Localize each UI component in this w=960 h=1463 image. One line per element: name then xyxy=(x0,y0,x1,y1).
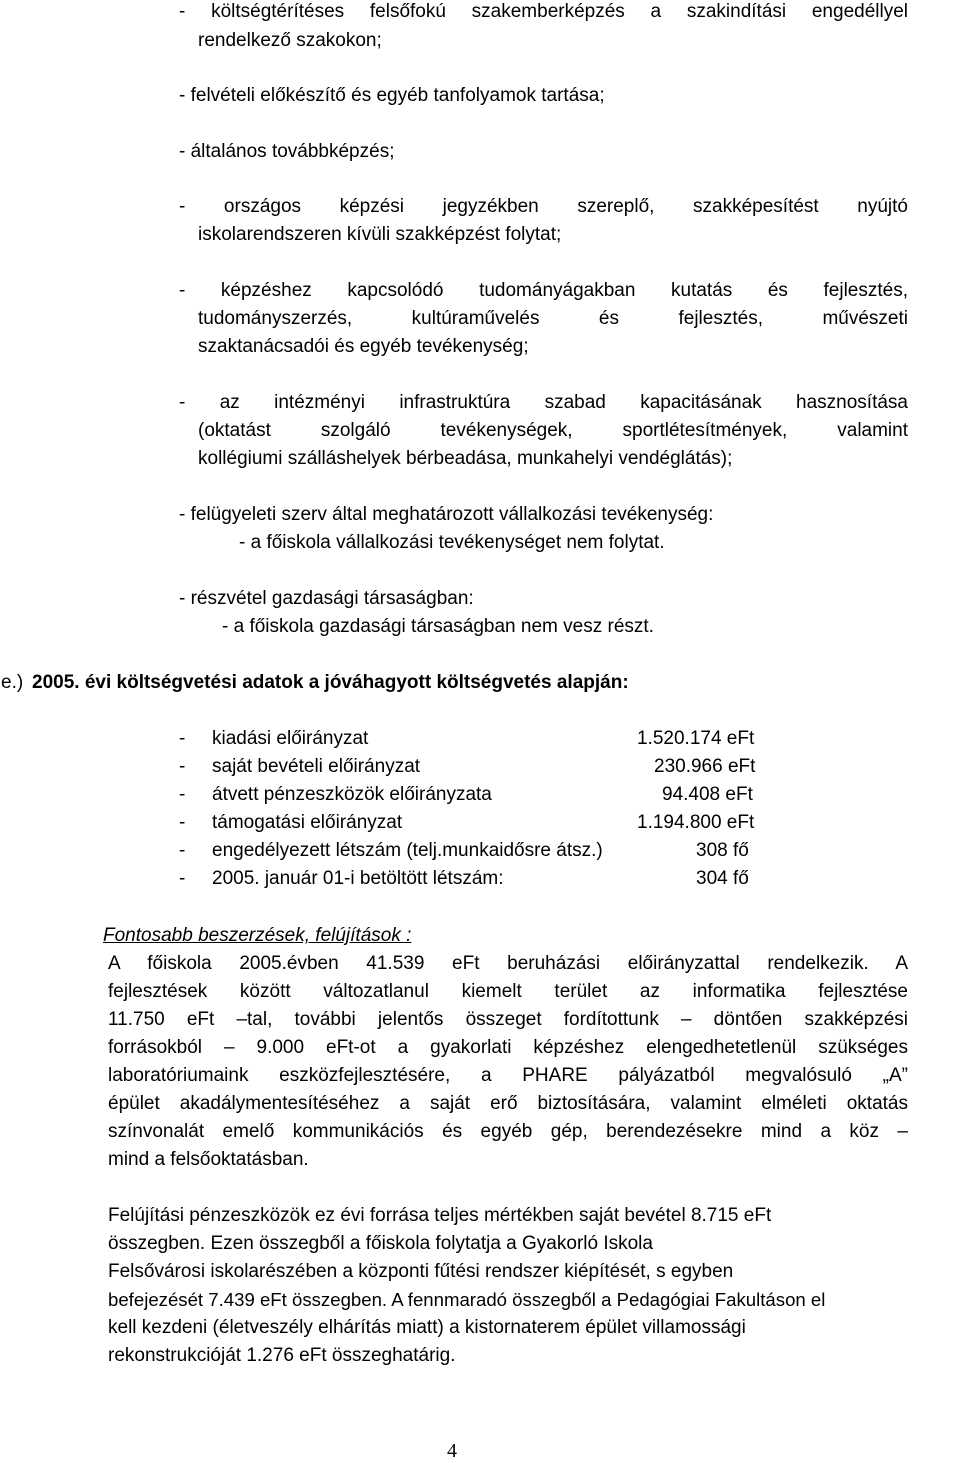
renovation-line: összegben. Ezen összegből a főiskola folytatja a Gyakorló Iskola xyxy=(108,1233,653,1254)
list-item-continuation: kollégiumi szálláshelyek bérbeadása, munkahelyi vendéglátás); xyxy=(198,448,733,469)
budget-dash: - xyxy=(179,784,186,805)
budget-value: 94.408 eFt xyxy=(662,784,753,805)
budget-dash: - xyxy=(179,756,186,777)
list-item: - költségtérítéses felsőfokú szakemberképzés a szakindítási engedéllyel xyxy=(179,1,908,22)
page-number: 4 xyxy=(447,1440,457,1462)
list-item-continuation: tudományszerzés, kultúraművelés és fejlesztés, művészeti xyxy=(198,308,908,329)
list-item: - felügyeleti szerv által meghatározott vállalkozási tevékenység: xyxy=(179,504,714,525)
list-subitem: - a főiskola gazdasági társaságban nem vesz részt. xyxy=(222,616,654,637)
budget-value: 1.194.800 eFt xyxy=(637,812,755,833)
list-item-continuation: (oktatást szolgáló tevékenységek, sportlétesítmények, valamint xyxy=(198,420,908,441)
list-item: - részvétel gazdasági társaságban: xyxy=(179,588,474,609)
procurement-line: mind a felsőoktatásban. xyxy=(108,1149,309,1170)
renovation-line: Felújítási pénzeszközök ez évi forrása teljes mértékben saját bevétel 8.715 eFt xyxy=(108,1205,772,1226)
list-item-continuation: szaktanácsadói és egyéb tevékenység; xyxy=(198,336,529,357)
procurement-line: fejlesztések között változatlanul kiemelt terület az informatika fejlesztése xyxy=(108,981,908,1002)
renovation-line: befejezését 7.439 eFt összegben. A fennmaradó összegből a Pedagógiai Fakultáson el xyxy=(108,1289,826,1310)
procurement-line: 11.750 eFt –tal, további jelentős összeget fordítottunk – döntően szakképzési xyxy=(108,1009,908,1030)
list-subitem: - a főiskola vállalkozási tevékenységet nem folytat. xyxy=(239,532,665,553)
list-item-continuation: rendelkező szakokon; xyxy=(198,30,382,51)
renovation-line: Felsővárosi iskolarészében a központi fűtési rendszer kiépítését, s egyben xyxy=(108,1261,734,1282)
section-heading: 2005. évi költségvetési adatok a jóváhagyott költségvetés alapján: xyxy=(32,672,629,693)
budget-value: 304 fő xyxy=(696,868,749,889)
budget-dash: - xyxy=(179,812,186,833)
list-item: - országos képzési jegyzékben szereplő, szakképesítést nyújtó xyxy=(179,196,908,217)
budget-dash: - xyxy=(179,868,186,889)
list-item: - képzéshez kapcsolódó tudományágakban kutatás és fejlesztés, xyxy=(179,280,908,301)
budget-label: kiadási előirányzat xyxy=(212,728,369,749)
budget-label: 2005. január 01-i betöltött létszám: xyxy=(212,868,504,889)
budget-value: 1.520.174 eFt xyxy=(637,728,755,749)
renovation-line: rekonstrukcióját 1.276 eFt összeghatárig. xyxy=(108,1345,456,1366)
list-item: - általános továbbképzés; xyxy=(179,141,395,162)
list-item: - az intézményi infrastruktúra szabad kapacitásának hasznosítása xyxy=(179,392,908,413)
budget-value: 230.966 eFt xyxy=(654,756,756,777)
renovation-line: kell kezdeni (életveszély elhárítás miatt) a kistornaterem épület villamossági xyxy=(108,1317,746,1338)
procurement-line: forrásokból – 9.000 eFt-ot a gyakorlati képzéshez elengedhetetlenül szükséges xyxy=(108,1037,908,1058)
budget-dash: - xyxy=(179,728,186,749)
procurement-line: A főiskola 2005.évben 41.539 eFt beruházási előirányzattal rendelkezik. A xyxy=(108,953,908,974)
budget-label: engedélyezett létszám (telj.munkaidősre átsz.) xyxy=(212,840,603,861)
procurement-heading: Fontosabb beszerzések, felújítások : xyxy=(103,925,412,946)
section-prefix: e.) xyxy=(1,672,24,693)
list-item-continuation: iskolarendszeren kívüli szakképzést folytat; xyxy=(198,224,562,245)
budget-dash: - xyxy=(179,840,186,861)
budget-value: 308 fő xyxy=(696,840,749,861)
budget-label: támogatási előirányzat xyxy=(212,812,403,833)
list-item: - felvételi előkészítő és egyéb tanfolyamok tartása; xyxy=(179,85,605,106)
procurement-line: színvonalát emelő kommunikációs és egyéb gép, berendezésekre mind a köz – xyxy=(108,1121,908,1142)
procurement-line: épület akadálymentesítéséhez a saját erő biztosítására, valamint elméleti oktatás xyxy=(108,1093,908,1114)
budget-label: saját bevételi előirányzat xyxy=(212,756,421,777)
procurement-line: laboratóriumaink eszközfejlesztésére, a PHARE pályázatból megvalósuló „A” xyxy=(108,1065,908,1086)
budget-label: átvett pénzeszközök előirányzata xyxy=(212,784,492,805)
